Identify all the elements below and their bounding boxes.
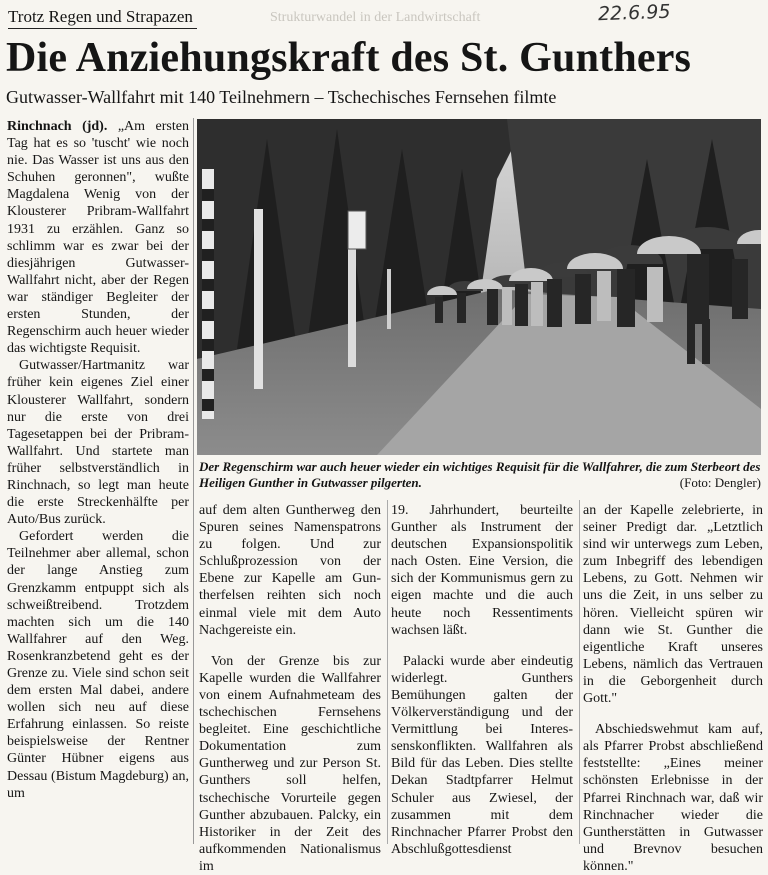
bleed-through-text: Strukturwandel in der Landwirtschaft xyxy=(270,10,481,25)
byline: Rinchnach (jd). xyxy=(7,119,108,134)
article-column-4 xyxy=(583,502,763,875)
handwritten-date: 22.6.95 xyxy=(597,0,671,26)
paragraph-7: Palacki wurde aber eindeutig widerlegt. Gunthers Bemühungen galten der Völkerverständigung und der Vermittlung bei Interessenskonflikten. Wallfahren als Bild für das Leben. Dies stellte Dekan Stadtpfarrer Helmut Schuler aus Zwiesel, der zusammen mit dem Rinchnacher Pfarrer Probst den Abschlußgottesdienst xyxy=(391,653,573,857)
column-rule-3 xyxy=(579,500,580,844)
paragraph-1 xyxy=(7,118,189,357)
paragraph-2: Gutwasser/Hartmanitz war früher kein eigenes Ziel einer Klousterer Wallfahrt, sondern nur die erste von drei Tagesetappen bei der Pribram-Wallfahrt. Und startete man früher selbstverständlich in Rinchnach, so legt man heute die erste Streckenhälfte per Auto/Bus zurück. xyxy=(7,358,189,528)
column-rule-2 xyxy=(387,500,388,844)
paragraph-6: 19. Jahrhundert, beurteilte Gunther als Instrument der deutschen Expansionspolitik nach Osten. Eine Version, die sich der Kommunismus gern zu eigen machte und die auch heute noch Ressentiments wachsen läßt. xyxy=(391,503,573,638)
paragraph-4: auf dem alten Guntherweg den Spuren seines Namenspatrons zu folgen. Und zur Schlußprozession von der Ebene zur Kapelle am Guntherfelsen reihten sich noch einmal viele mit dem Auto Nachgereiste ein. xyxy=(199,503,381,638)
column-rule xyxy=(193,118,194,844)
paragraph-9: Abschiedswehmut kam auf, als Pfarrer Probst abschließend feststellte: „Eines meiner schönsten Erlebnisse in der Pfarrei Rinchnach war, daß wir Rinchnacher wieder die Guntherstätten in Gutwasser und Brevnov besuchen können." xyxy=(583,722,763,874)
photo-illustration xyxy=(197,119,761,455)
headline: Die Anziehungskraft des St. Gunthers xyxy=(6,35,692,81)
paragraph-5: Von der Grenze bis zur Kapelle wurden die Wallfahrer von einem Aufnahmeteam des tschechischen Fernsehens begleitet. Eine geschichtliche Dokumentation zum Guntherweg und zur Person St. Gunthers soll helfen, tschechische Vorurteile gegen Gunther abzubauen. Palcky, ein Historiker in der Zeit des aufkommenden Nationalismus im xyxy=(199,653,381,874)
caption-text: Der Regenschirm war auch heuer wieder ein wichtiges Requisit für die Wallfahrer, die zum Sterbeort des Heiligen Gunther in Gutwasser pilgerten. xyxy=(199,459,761,490)
subheadline: Gutwasser-Wallfahrt mit 140 Teilnehmern – Tschechisches Fernsehen filmte xyxy=(6,87,557,107)
photo-caption xyxy=(199,459,761,491)
photo-credit: (Foto: Dengler) xyxy=(679,475,761,490)
paragraph-1-text: „Am ersten Tag hat es so 'tuscht' wie noch nie. Das Wasser ist uns aus den Schuhen geronnen", wußte Magdalena Wenig von der Klousterer Pribram-Wallfahrt 1931 zu erzählen. Ganz so schlimm war es zwar bei der diesjährigen Gutwasser-Wallfahrt nicht, aber der Regen war ständiger Begleiter der ersten Stunden, der Regenschirm auch heuer wieder das wichtigste Requisit. xyxy=(7,119,189,357)
paragraph-8: an der Kapelle zelebrierte, in seiner Predigt dar. „Letztlich sind wir unterwegs zum Leben, zum Inbegriff des lebendigen Lebens, zu Gott. Nehmen wir uns die Zeit, in uns selber zu hören. Vielleicht spüren wir dann wie St. Gunther die eigentliche Kraft unseres Lebens, nämlich das Vertrauen in die Geborgenheit durch Gott." xyxy=(583,503,763,707)
article-column-3 xyxy=(391,502,573,858)
article-column-1 xyxy=(7,118,189,802)
photo-pilgrims-umbrellas xyxy=(197,119,761,455)
kicker: Trotz Regen und Strapazen xyxy=(8,6,197,29)
article-column-2 xyxy=(199,502,381,875)
paragraph-3: Gefordert werden die Teilnehmer aber allemal, schon der lange Anstieg zum Grenzkamm entpuppt sich als schweißtreibend. Trotzdem machten sich um die 140 Wallfahrer auf den Weg. Rosenkranzbetend geht es der Grenze zu. Viele sind schon seit dem ersten Mal dabei, andere wollen sich neu auf diese Erfahrung einlassen. So reiste beispielsweise der Rentner Günter Hübner eigens aus Dessau (Bistum Magdeburg) an, um xyxy=(7,529,189,801)
